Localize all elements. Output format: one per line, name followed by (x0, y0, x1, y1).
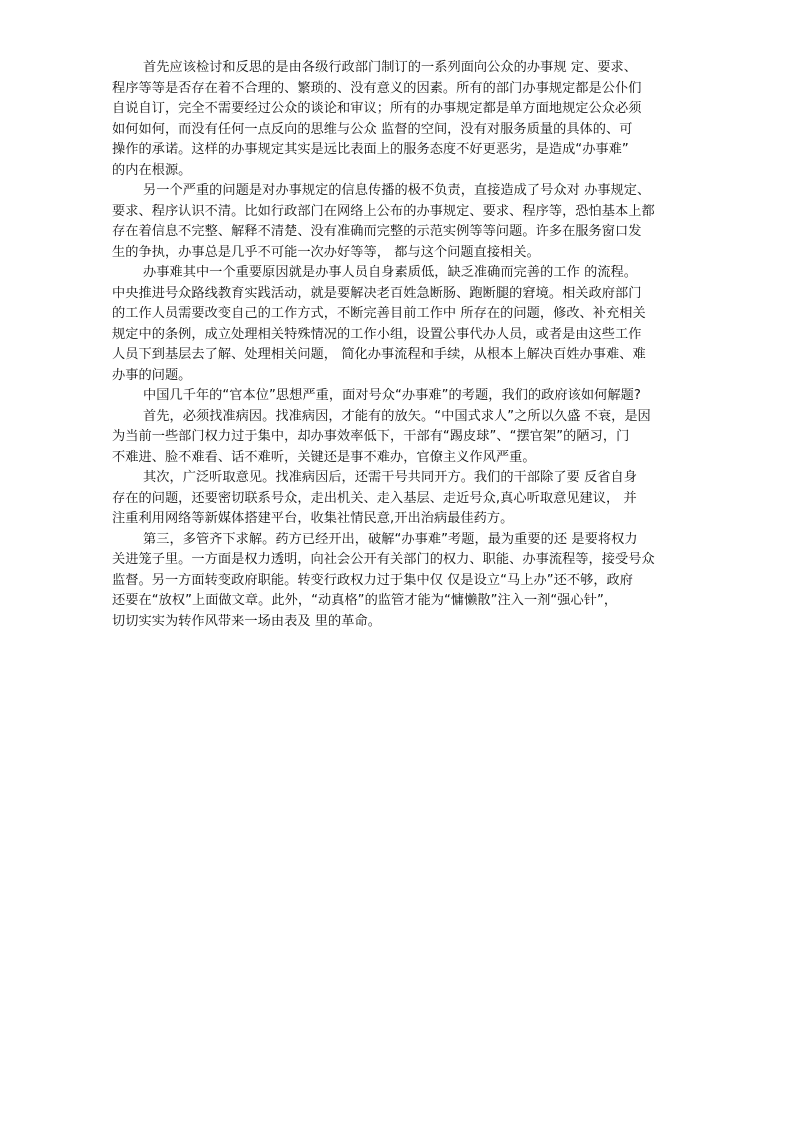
text-line: 第三，多管齐下求解。药方已经开出，破解“办事难”考题，最为重要的还 是要将权力 (143, 531, 638, 547)
text-line: 的工作人员需要改变自己的工作方式，不断完善目前工作中 所存在的问题，修改、补充相关 (112, 306, 646, 321)
paragraph-7 (112, 530, 712, 633)
text-line: 中央推进号众路线教育实践活动，就是要解决老百姓急断肠、跑断腿的窘境。相关政府部门 (112, 285, 642, 301)
paragraph-3 (112, 263, 712, 386)
text-line: 存在着信息不完整、解释不清楚、没有准确而完整的示范实例等等问题。许多在服务窗口发 (112, 224, 642, 239)
text-line: 为当前一些部门权力过于集中，却办事效率低下，干部有“踢皮球”、“摆官架”的陋习，门 (112, 429, 630, 444)
text-line: 人员下到基层去了解、处理相关问题， 简化办事流程和手续，从根本上解决百姓办事难、难 (112, 347, 646, 362)
text-line: 自说自订，完全不需要经过公众的谈论和审议；所有的办事规定都是单方面地规定公众必须 (112, 101, 642, 116)
text-line: 办事的问题。 (112, 367, 192, 383)
paragraph-5 (112, 407, 712, 469)
text-line: 程序等等是否存在着不合理的、繁琐的、没有意义的因素。所有的部门办事规定都是公仆们 (112, 80, 642, 96)
text-line: 生的争执，办事总是几乎不可能一次办好等等， 都与这个问题直接相关。 (112, 244, 540, 260)
text-line: 操作的承诺。这样的办事规定其实是远比表面上的服务态度不好更恶劣，是造成“办事难” (112, 142, 629, 157)
text-line: 规定中的条例，成立处理相关特殊情况的工作小组，设置公事代办人员，或者是由这些工作 (112, 326, 642, 342)
text-line: 首先应该检讨和反思的是由各级行政部门制订的一系列面向公众的办事规 定、要求、 (143, 60, 638, 75)
text-line: 要求、程序认识不清。比如行政部门在网络上公布的办事规定、要求、程序等，恐怕基本上都 (112, 203, 655, 219)
paragraph-6 (112, 468, 712, 530)
text-line: 存在的问题，还要密切联系号众，走出机关、走入基层、走近号众,真心听取意见建议， 并 (112, 490, 637, 506)
text-line: 首先，必须找准病因。找准病因，才能有的放矢。“中国式求人”之所以久盛 不衰，是因 (143, 408, 651, 424)
text-line: 其次，广泛听取意见。找准病因后，还需干号共同开方。我们的干部除了要 反省自身 (143, 470, 638, 485)
text-line: 关进笼子里。一方面是权力透明，向社会公开有关部门的权力、职能、办事流程等，接受号众 (112, 552, 655, 567)
text-line: 监督。另一方面转变政府职能。转变行政权力过于集中仅 仅是设立“马上办”还不够，政府 (112, 572, 634, 588)
text-line: 不难进、脸不难看、话不难听，关键还是事不难办，官僚主义作风严重。 (112, 449, 536, 465)
paragraph-4 (112, 386, 712, 407)
paragraph-1 (112, 58, 712, 181)
paragraph-2 (112, 181, 712, 263)
text-line: 如何如何，而没有任何一点反向的思维与公众 监督的空间，没有对服务质量的具体的、可 (112, 121, 633, 137)
text-line: 中国几千年的“官本位”思想严重，面对号众“办事难”的考题，我们的政府该如何解题? (143, 388, 641, 403)
text-line: 还要在“放权”上面做文章。此外，“动真格”的监管才能为“慵懒散”注入一剂“强心针”， (112, 593, 618, 608)
text-line: 办事难其中一个重要原因就是办事人员自身素质低，缺乏准确而完善的工作 的流程。 (143, 265, 638, 280)
document-body (112, 58, 712, 632)
text-line: 注重利用网络等新媒体搭建平台，收集社情民意,开出治病最佳药方。 (112, 511, 514, 526)
text-line: 切切实实为转作风带来一场由表及 里的革命。 (112, 613, 381, 629)
text-line: 另一个严重的问题是对办事规定的信息传播的极不负责，直接造成了号众对 办事规定、 (143, 183, 651, 198)
text-line: 的内在根源。 (112, 162, 192, 178)
